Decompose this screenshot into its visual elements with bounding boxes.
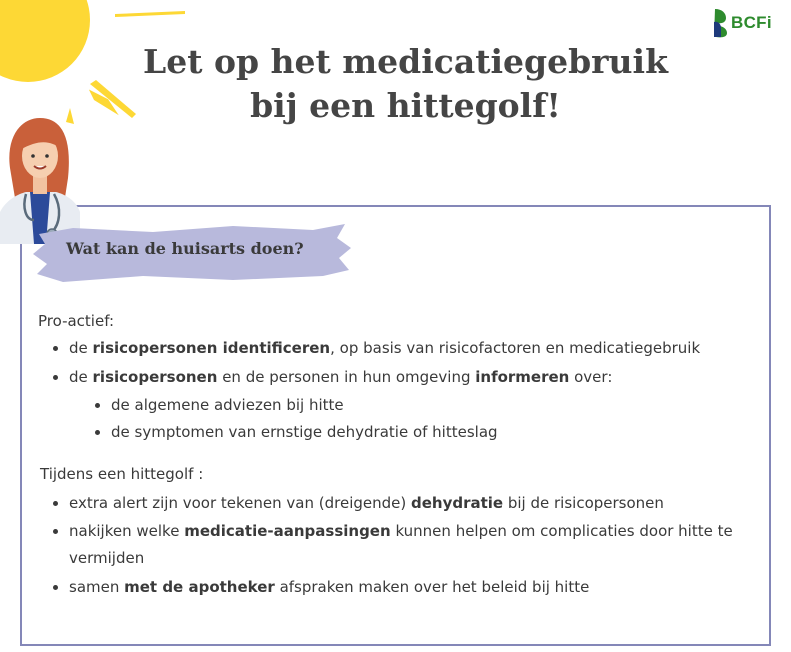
logo-text: BCFi <box>731 13 772 32</box>
title-line-1: Let op het medicatiegebruik <box>143 42 668 81</box>
proactive-item-2: de risicopersonen en de personen in hun omgeving informeren over: <box>69 368 613 386</box>
bcfi-logo <box>712 8 772 38</box>
heatwave-item-2: nakijken welke medicatie-aanpassingen kunnen helpen om complicaties door hitte te <box>69 522 733 540</box>
sun-ray <box>115 10 185 20</box>
proactive-sub-2: de symptomen van ernstige dehydratie of hitteslag <box>111 423 498 441</box>
bullet-dot <box>53 375 58 380</box>
proactive-label: Pro-actief: <box>38 312 115 330</box>
bullet-dot <box>95 430 100 435</box>
panel-heading: Wat kan de huisarts doen? <box>66 239 304 258</box>
heatwave-label: Tijdens een hittegolf : <box>40 465 204 483</box>
heatwave-item-2-continued: vermijden <box>69 549 145 567</box>
bullet-dot <box>53 585 58 590</box>
bullet-dot <box>53 346 58 351</box>
proactive-sub-1: de algemene adviezen bij hitte <box>111 396 344 414</box>
proactive-item-1: de risicopersonen identificeren, op basis van risicofactoren en medicatiegebruik <box>69 339 701 357</box>
bullet-dot <box>95 403 100 408</box>
heatwave-item-3: samen met de apotheker afspraken maken over het beleid bij hitte <box>69 578 590 596</box>
title-line-2: bij een hittegolf! <box>250 86 561 125</box>
bullet-dot <box>53 501 58 506</box>
heatwave-item-1: extra alert zijn voor tekenen van (dreigende) dehydratie bij de risicopersonen <box>69 494 664 512</box>
logo-icon <box>712 8 728 38</box>
bullet-dot <box>53 529 58 534</box>
page-title <box>0 40 791 128</box>
